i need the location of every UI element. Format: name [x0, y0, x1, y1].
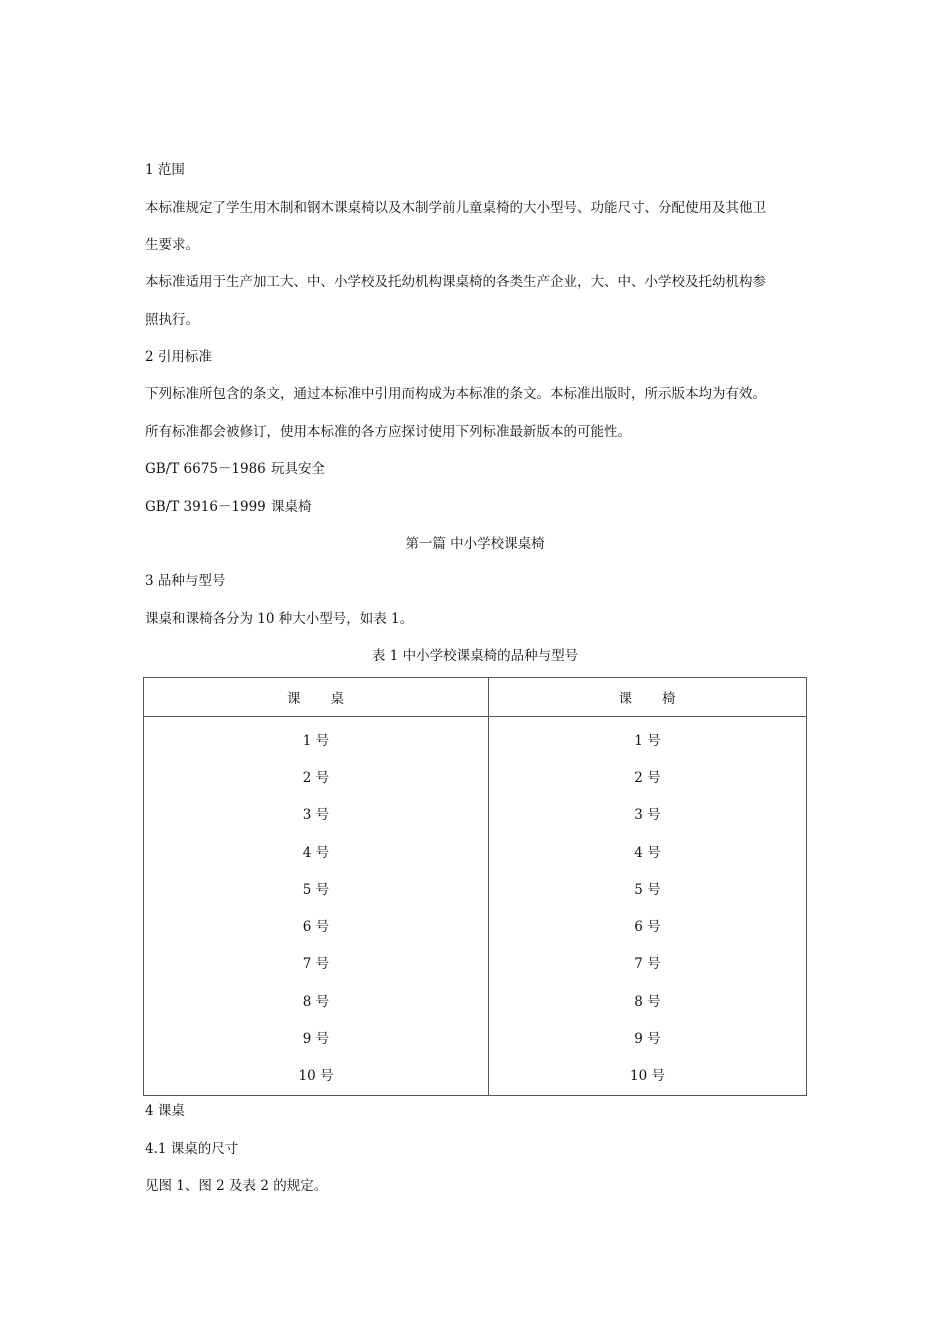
table-row — [144, 1056, 807, 1096]
chair-size-cell: 1 号 — [489, 717, 807, 758]
chair-size-cell: 10 号 — [489, 1056, 807, 1096]
reference-item — [145, 497, 312, 517]
section-4-1-paragraph: 见图 1、图 2 及表 2 的规定。 — [145, 1178, 328, 1194]
section-1-paragraph-1-line-2: 生要求。 — [145, 237, 199, 253]
reference-code: GB/T 6675－1986 — [145, 461, 266, 477]
desk-size-cell: 4 号 — [144, 832, 489, 869]
section-1-heading: 1 范围 — [145, 162, 185, 178]
section-2-paragraph-line-2: 所有标准都会被修订，使用本标准的各方应探讨使用下列标准最新版本的可能性。 — [145, 424, 631, 440]
desk-size-cell: 7 号 — [144, 944, 489, 981]
table-1-caption: 表 1 中小学校课桌椅的品种与型号 — [371, 648, 579, 664]
desk-size-cell: 5 号 — [144, 869, 489, 906]
section-2-heading: 2 引用标准 — [145, 349, 212, 365]
table-row — [144, 717, 807, 758]
table-row — [144, 757, 807, 794]
desk-size-cell: 1 号 — [144, 717, 489, 758]
chair-size-cell: 4 号 — [489, 832, 807, 869]
section-1-paragraph-2-line-1: 本标准适用于生产加工大、中、小学校及托幼机构课桌椅的各类生产企业，大、中、小学校及托幼机构参 — [145, 274, 766, 290]
chair-size-cell: 7 号 — [489, 944, 807, 981]
desk-size-cell: 2 号 — [144, 757, 489, 794]
desk-size-cell: 8 号 — [144, 981, 489, 1018]
section-1-paragraph-1-line-1: 本标准规定了学生用木制和钢木课桌椅以及木制学前儿童桌椅的大小型号、功能尺寸、分配使用及其他卫 — [145, 200, 766, 216]
header-desk: 课 桌 — [144, 678, 489, 717]
chair-size-cell: 5 号 — [489, 869, 807, 906]
section-1-paragraph-2-line-2: 照执行。 — [145, 312, 199, 328]
section-3-heading: 3 品种与型号 — [145, 573, 226, 589]
section-3-paragraph: 课桌和课椅各分为 10 种大小型号，如表 1。 — [145, 611, 414, 627]
chair-size-cell: 3 号 — [489, 795, 807, 832]
reference-item — [145, 459, 325, 479]
table-row — [144, 906, 807, 943]
table-row — [144, 944, 807, 981]
table-row — [144, 832, 807, 869]
table-row — [144, 1018, 807, 1055]
table-row — [144, 981, 807, 1018]
table-row — [144, 795, 807, 832]
reference-title: 玩具安全 — [271, 461, 325, 477]
table-1 — [143, 677, 807, 1096]
table-header-row — [144, 678, 807, 717]
part-title: 第一篇 中小学校课桌椅 — [405, 536, 545, 552]
table-row — [144, 869, 807, 906]
section-4-heading: 4 课桌 — [145, 1103, 185, 1119]
desk-size-cell: 10 号 — [144, 1056, 489, 1096]
chair-size-cell: 6 号 — [489, 906, 807, 943]
desk-size-cell: 9 号 — [144, 1018, 489, 1055]
desk-size-cell: 6 号 — [144, 906, 489, 943]
chair-size-cell: 8 号 — [489, 981, 807, 1018]
chair-size-cell: 2 号 — [489, 757, 807, 794]
reference-code: GB/T 3916－1999 — [145, 499, 266, 515]
reference-title: 课桌椅 — [271, 499, 312, 515]
section-2-paragraph-line-1: 下列标准所包含的条文，通过本标准中引用而构成为本标准的条文。本标准出版时，所示版本均为有效。 — [145, 386, 766, 402]
desk-size-cell: 3 号 — [144, 795, 489, 832]
section-4-1-heading: 4.1 课桌的尺寸 — [145, 1141, 239, 1157]
chair-size-cell: 9 号 — [489, 1018, 807, 1055]
header-chair: 课 椅 — [489, 678, 807, 717]
